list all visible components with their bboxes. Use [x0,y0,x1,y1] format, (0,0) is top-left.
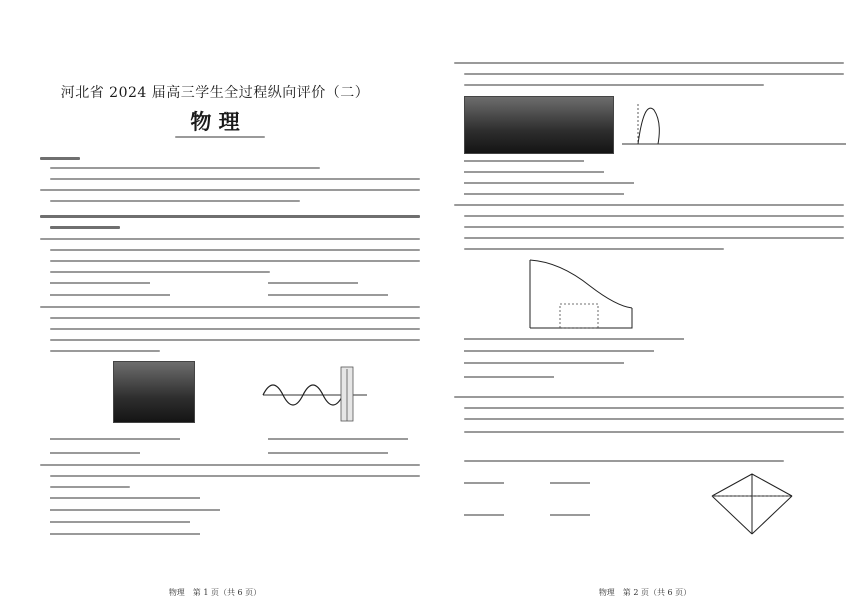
exam-title: 河北省 2024 届高三学生全过程纵向评价（二） [60,85,370,101]
question-6-line [454,396,844,398]
question-5-line [464,237,844,239]
question-4-option [464,160,584,162]
question-6-line [464,407,844,409]
question-1-line [50,271,270,273]
notes-line [50,167,320,169]
notes-heading [40,157,80,160]
question-2-option [50,452,140,454]
exam-page-2 [430,0,860,608]
question-3-option [50,533,200,535]
question-4-line [464,73,844,75]
question-4-option [464,182,634,184]
question-3-line [50,486,130,488]
question-3-option [50,521,190,523]
question-6-line [464,418,844,420]
question-1-line [50,260,420,262]
question-3-option [50,497,200,499]
q4-diving-photo [464,96,614,154]
question-1-option [50,282,150,284]
question-1-line [50,249,420,251]
question-2-option [50,438,180,440]
question-2-line [50,317,420,319]
question-3-option [50,509,220,511]
question-1-option [268,294,388,296]
question-2-line [50,339,420,341]
question-3-line [40,464,420,466]
page-footer: 物理 第 2 页（共 6 页） [598,588,692,597]
question-4-option [464,193,624,195]
notes-line [40,189,420,191]
question-4-option [464,171,604,173]
notes-line [50,200,300,202]
question-6-option [464,482,504,484]
question-5-option [464,376,554,378]
q2-guitar-photo [113,361,195,423]
page-footer: 物理 第 1 页（共 6 页） [168,588,262,597]
question-5-line [464,248,724,250]
question-5-option [464,362,624,364]
question-2-line [40,306,420,308]
question-5-option [464,338,684,340]
time-info-line [175,136,265,138]
question-4-line [464,84,764,86]
question-6-line [464,431,844,433]
question-6-option [550,482,590,484]
question-4-line [454,62,844,64]
q4-trajectory-diagram [618,96,853,156]
question-1-option [268,282,358,284]
question-1-line [40,238,420,240]
question-5-line [454,204,844,206]
question-2-option [268,452,388,454]
question-2-line [50,350,160,352]
subject-heading: 物 理 [190,109,240,134]
question-5-line [464,215,844,217]
question-5-option [464,350,654,352]
question-6-line [464,460,784,462]
question-6-option [464,514,504,516]
question-5-line [464,226,844,228]
question-1-option [50,294,170,296]
q2-wave-diagram [255,363,370,423]
question-3-line [50,475,420,477]
q5-water-slide-diagram [520,256,640,336]
section-1-heading [40,215,420,218]
notes-line [50,178,420,180]
question-2-option [268,438,408,440]
section-1-heading [50,226,120,229]
question-6-option [550,514,590,516]
question-2-line [50,328,420,330]
q6-tetrahedron-diagram [702,470,802,540]
